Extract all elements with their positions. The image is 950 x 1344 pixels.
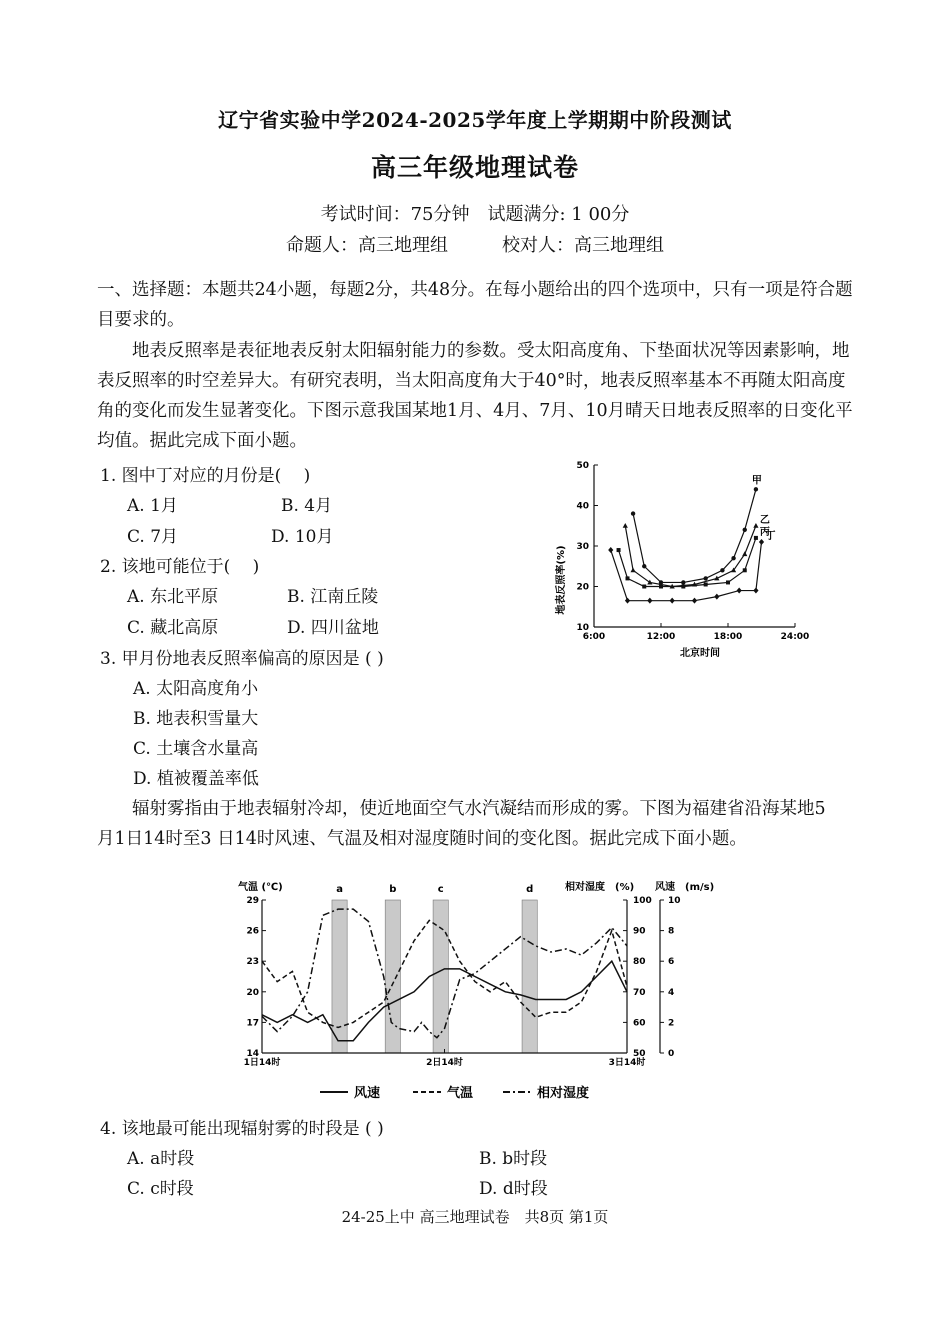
humidity-tick-label: 50 xyxy=(633,1049,646,1059)
albedo-point xyxy=(617,548,621,552)
albedo-point xyxy=(720,568,724,572)
question-4-option-c[interactable]: C. c时段 xyxy=(127,1179,194,1199)
albedo-x-tick-label: 12:00 xyxy=(646,632,676,642)
question-2-stem: 2. 该地可能位于( ) xyxy=(100,557,260,577)
period-label: c xyxy=(437,884,444,895)
exam-subject-title: 高三年级地理试卷 xyxy=(370,153,579,182)
period-label: d xyxy=(526,884,534,895)
period-shade xyxy=(385,900,400,1053)
albedo-point xyxy=(630,568,635,573)
albedo-x-tick-label: 24:00 xyxy=(780,632,810,642)
albedo-point xyxy=(608,547,613,553)
albedo-point xyxy=(743,528,747,532)
wind-tick-label: 10 xyxy=(668,896,681,906)
section-heading: 一、选择题：本题共24小题，每题2分，共48分。在每小题给出的四个选项中，只有一项是符合题目要求的。 xyxy=(97,280,853,330)
question-2-option-b[interactable]: B. 江南丘陵 xyxy=(287,587,379,607)
albedo-y-axis-label: 地表反照率(%) xyxy=(556,545,567,615)
albedo-series-line xyxy=(633,489,756,582)
humidity-axis-label: 相对湿度 (%) xyxy=(565,882,635,893)
albedo-y-tick-label: 30 xyxy=(576,542,589,552)
period-label: b xyxy=(389,884,397,895)
question-1-option-c[interactable]: C. 7月 xyxy=(127,527,179,547)
humidity-tick-label: 70 xyxy=(633,987,646,998)
albedo-series-line xyxy=(619,538,756,587)
albedo-point xyxy=(753,523,758,528)
temperature-tick-label: 26 xyxy=(246,926,259,937)
temperature-axis-label: 气温 (℃) xyxy=(238,882,283,893)
albedo-series-line xyxy=(625,526,756,587)
albedo-point xyxy=(631,511,635,515)
albedo-point xyxy=(642,564,646,568)
question-2-option-d[interactable]: D. 四川盆地 xyxy=(287,618,379,638)
albedo-y-tick-label: 10 xyxy=(576,623,589,633)
albedo-point xyxy=(623,523,628,528)
question-3-option-a[interactable]: A. 太阳高度角小 xyxy=(133,679,259,699)
humidity-tick-label: 100 xyxy=(633,896,652,906)
albedo-point xyxy=(737,588,742,594)
wind-tick-label: 8 xyxy=(668,926,675,937)
albedo-x-tick-label: 6:00 xyxy=(582,632,606,642)
question-3-stem: 3. 甲月份地表反照率偏高的原因是 ( ) xyxy=(100,649,384,669)
albedo-point xyxy=(742,551,747,556)
passage-albedo: 地表反照率是表征地表反射太阳辐射能力的参数。受太阳高度角、下垫面状况等因素影响，地表反照率的时空差异大。有研究表明，当太阳高度角大于40°时，地表反照率基本不再随太阳高度角的变化而发生显著变化。下图示意我国某地1月、4月、7月、10月晴天日地表反照率的日变化平均值。据此完成下面小题。 xyxy=(97,341,853,451)
wind-tick-label: 2 xyxy=(668,1018,675,1029)
albedo-point xyxy=(753,588,758,594)
albedo-point xyxy=(692,598,697,604)
albedo-point xyxy=(743,568,747,572)
albedo-x-axis-label: 北京时间 xyxy=(680,648,720,659)
albedo-point xyxy=(647,580,652,585)
albedo-y-tick-label: 20 xyxy=(576,582,589,593)
question-4-stem: 4. 该地最可能出现辐射雾的时段是 ( ) xyxy=(100,1119,384,1139)
wind-tick-label: 6 xyxy=(668,957,675,968)
period-label: a xyxy=(336,884,343,895)
temperature-tick-label: 20 xyxy=(246,987,259,998)
question-2-option-a[interactable]: A. 东北平原 xyxy=(127,587,219,607)
question-3-option-c[interactable]: C. 土壤含水量高 xyxy=(133,739,259,759)
albedo-point xyxy=(726,580,730,584)
question-3-option-d[interactable]: D. 植被覆盖率低 xyxy=(133,769,259,789)
legend-label: 气温 xyxy=(447,1086,474,1101)
wind-tick-label: 4 xyxy=(668,987,675,998)
legend-label: 相对湿度 xyxy=(537,1086,590,1101)
albedo-point xyxy=(704,582,708,586)
albedo-point xyxy=(659,585,663,589)
exam-authors: 命题人：高三地理组 校对人：高三地理组 xyxy=(286,235,664,256)
albedo-point xyxy=(681,585,685,589)
humidity-tick-label: 60 xyxy=(633,1018,646,1029)
passage-radiation-fog: 辐射雾指由于地表辐射冷却，使近地面空气水汽凝结而形成的雾。下图为福建省沿海某地5月1日14时至3 日14时风速、气温及相对湿度随时间的变化图。据此完成下面小题。 xyxy=(97,799,826,849)
question-3-option-b[interactable]: B. 地表积雪量大 xyxy=(133,709,259,729)
question-1-option-a[interactable]: A. 1月 xyxy=(127,496,178,516)
albedo-y-tick-label: 50 xyxy=(576,461,589,471)
albedo-point xyxy=(731,556,735,560)
temperature-tick-label: 14 xyxy=(246,1049,259,1059)
albedo-x-tick-label: 18:00 xyxy=(713,632,743,642)
period-shade xyxy=(332,900,347,1053)
albedo-point xyxy=(647,598,652,604)
humidity-tick-label: 80 xyxy=(633,957,646,968)
question-4-option-a[interactable]: A. a时段 xyxy=(127,1149,195,1169)
period-shade xyxy=(522,900,537,1053)
question-2-option-c[interactable]: C. 藏北高原 xyxy=(127,618,219,638)
albedo-point xyxy=(703,576,707,580)
page-footer: 24-25上中 高三地理试卷 共8页 第1页 xyxy=(341,1208,609,1226)
albedo-series-label: 甲 xyxy=(751,475,762,487)
albedo-point xyxy=(754,487,758,491)
albedo-chart xyxy=(550,455,820,665)
temperature-tick-label: 17 xyxy=(246,1018,259,1029)
legend-label: 风速 xyxy=(354,1086,381,1101)
question-1-stem: 1. 图中丁对应的月份是( ) xyxy=(100,466,311,486)
albedo-point xyxy=(642,585,646,589)
weather-chart xyxy=(235,877,725,1107)
albedo-point xyxy=(681,580,685,584)
question-1-option-d[interactable]: D. 10月 xyxy=(271,527,334,547)
school-exam-title: 辽宁省实验中学2024-2025学年度上学期期中阶段测试 xyxy=(218,108,732,132)
wind-axis-label: 风速 (m/s) xyxy=(655,882,715,893)
period-shade xyxy=(433,900,448,1053)
time-tick-label: 1日14时 xyxy=(243,1058,281,1068)
albedo-point xyxy=(759,539,764,545)
wind-tick-label: 0 xyxy=(668,1049,675,1059)
time-tick-label: 2日14时 xyxy=(426,1058,463,1068)
albedo-series-label: 丁 xyxy=(765,530,776,542)
albedo-point xyxy=(670,598,675,604)
time-tick-label: 3日14时 xyxy=(608,1058,646,1068)
question-1-option-b[interactable]: B. 4月 xyxy=(281,496,333,516)
albedo-point xyxy=(626,576,630,580)
question-4-option-b[interactable]: B. b时段 xyxy=(479,1149,548,1169)
albedo-series-label: 丙 xyxy=(759,526,770,538)
humidity-tick-label: 90 xyxy=(633,926,646,937)
albedo-series-label: 乙 xyxy=(759,514,770,526)
temperature-tick-label: 29 xyxy=(246,896,259,906)
question-4-option-d[interactable]: D. d时段 xyxy=(479,1179,548,1199)
exam-time-info: 考试时间：75分钟 试题满分: 1 00分 xyxy=(320,204,630,225)
albedo-point xyxy=(714,594,719,600)
albedo-point xyxy=(754,536,758,540)
albedo-y-tick-label: 40 xyxy=(576,501,589,512)
albedo-point xyxy=(625,598,630,604)
temperature-tick-label: 23 xyxy=(246,957,259,968)
